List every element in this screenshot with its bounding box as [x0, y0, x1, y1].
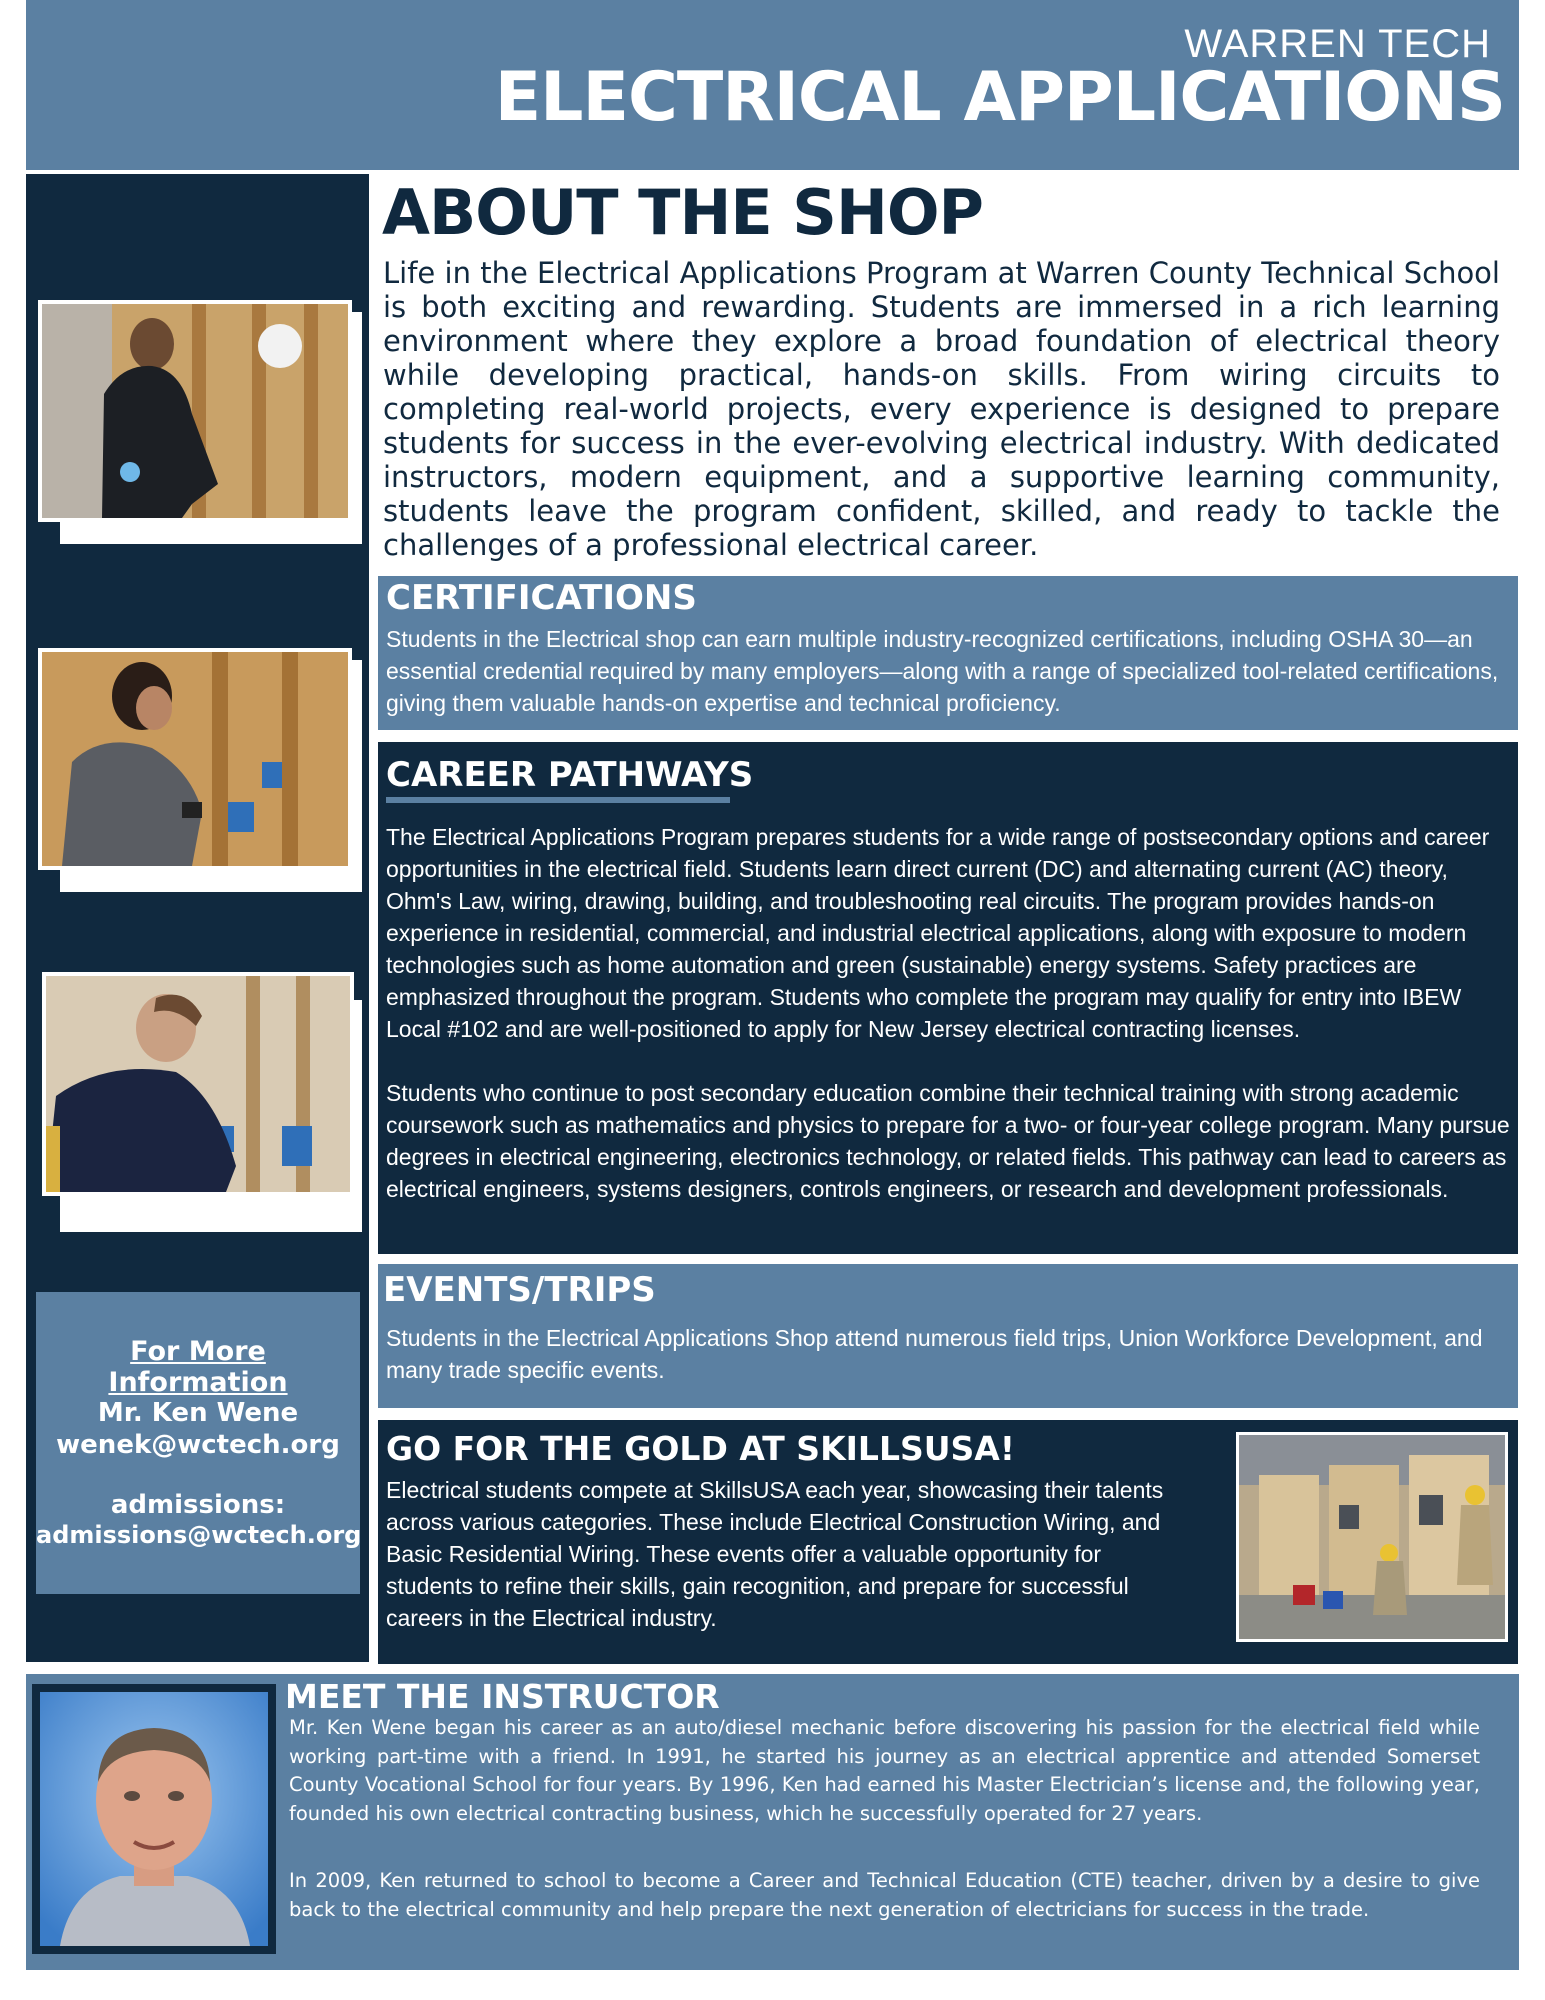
- title-underline: [386, 797, 730, 803]
- contact-email-link[interactable]: wenek@wctech.org: [56, 1430, 340, 1460]
- contact-heading: For More Information: [108, 1336, 288, 1398]
- contact-info-box: [36, 1292, 360, 1594]
- student-photo-2: [38, 648, 352, 870]
- instructor-paragraph-1: Mr. Ken Wene began his career as an auto/diesel mechanic before discovering his passion for the electrical field while working part-time with a friend. In 1991, he started his journey as an electrical apprentice and attended Somerset County Vocational School for four years. By 1996, Ken had earned his Master Electrician’s license and, the following year, founded his own electrical contracting business, which he successfully operated for 27 years.: [289, 1716, 1480, 1825]
- page-header: [26, 0, 1519, 170]
- certifications-body: Students in the Electrical shop can earn multiple industry-recognized certifications, including OSHA 30—an essential credential required by many employers—along with a range of specialized tool-related certifications, giving them valuable hands-on expertise and technical proficiency.: [386, 626, 1499, 716]
- school-name: WARREN TECH: [1184, 22, 1491, 66]
- about-title: ABOUT THE SHOP: [382, 176, 983, 249]
- career-paragraph-1: The Electrical Applications Program prepares students for a wide range of postsecondary options and career opportunities in the electrical field. Students learn direct current (DC) and alternating current (AC) theory, Ohm's Law, wiring, drawing, building, and troubleshooting real circuits. The program provides hands-on experience in residential, commercial, and industrial electrical applications, along with exposure to modern technologies such as home automation and green (sustainable) energy systems. Safety practices are emphasized throughout the program. Students who complete the program may qualify for entry into IBEW Local #102 and are well-positioned to apply for New Jersey electrical contracting licenses.: [386, 824, 1490, 1042]
- admissions-email-link[interactable]: admissions@wctech.org: [36, 1521, 362, 1549]
- career-pathways-title: CAREER PATHWAYS: [386, 755, 754, 795]
- student-photo-3: [42, 972, 354, 1196]
- events-title: EVENTS/TRIPS: [383, 1270, 656, 1310]
- contact-name: Mr. Ken Wene: [97, 1398, 299, 1428]
- student-photo-1: [38, 300, 352, 522]
- skillsusa-body: Electrical students compete at SkillsUSA each year, showcasing their talents across various categories. These include Electrical Construction Wiring, and Basic Residential Wiring. These events offer a valuable opportunity for students to refine their skills, gain recognition, and prepare for successful careers in the Electrical industry.: [386, 1477, 1164, 1631]
- about-body: Life in the Electrical Applications Program at Warren County Technical School is both exciting and rewarding. Students are immersed in a rich learning environment where they explore a broad foundation of electrical theory while developing practical, hands-on skills. From wiring circuits to completing real-world projects, every experience is designed to prepare students for success in the ever-evolving electrical industry. With dedicated instructors, modern equipment, and a supportive learning community, students leave the program confident, skilled, and ready to tackle the challenges of a professional electrical career.: [383, 256, 1500, 562]
- career-paragraph-2: Students who continue to post secondary education combine their technical training with strong academic coursework such as mathematics and physics to prepare for a two- or four-year college program. Many pursue degrees in electrical engineering, electronics technology, or related fields. This pathway can lead to careers as electrical engineers, systems designers, controls engineers, or research and development professionals.: [386, 1080, 1510, 1202]
- instructor-paragraph-2: In 2009, Ken returned to school to become a Career and Technical Education (CTE) teacher, driven by a desire to give back to the electrical community and help prepare the next generation of electricians for success in the trade.: [289, 1869, 1480, 1921]
- events-body: Students in the Electrical Applications Shop attend numerous field trips, Union Workforce Development, and many trade specific events.: [386, 1325, 1483, 1383]
- admissions-label: admissions:: [110, 1490, 286, 1520]
- skillsusa-title: GO FOR THE GOLD AT SKILLSUSA!: [386, 1429, 1015, 1468]
- instructor-photo: [32, 1684, 276, 1954]
- instructor-title: MEET THE INSTRUCTOR: [285, 1677, 720, 1716]
- program-title: ELECTRICAL APPLICATIONS: [494, 58, 1505, 137]
- certifications-title: CERTIFICATIONS: [386, 578, 697, 618]
- skillsusa-photo: [1236, 1432, 1508, 1642]
